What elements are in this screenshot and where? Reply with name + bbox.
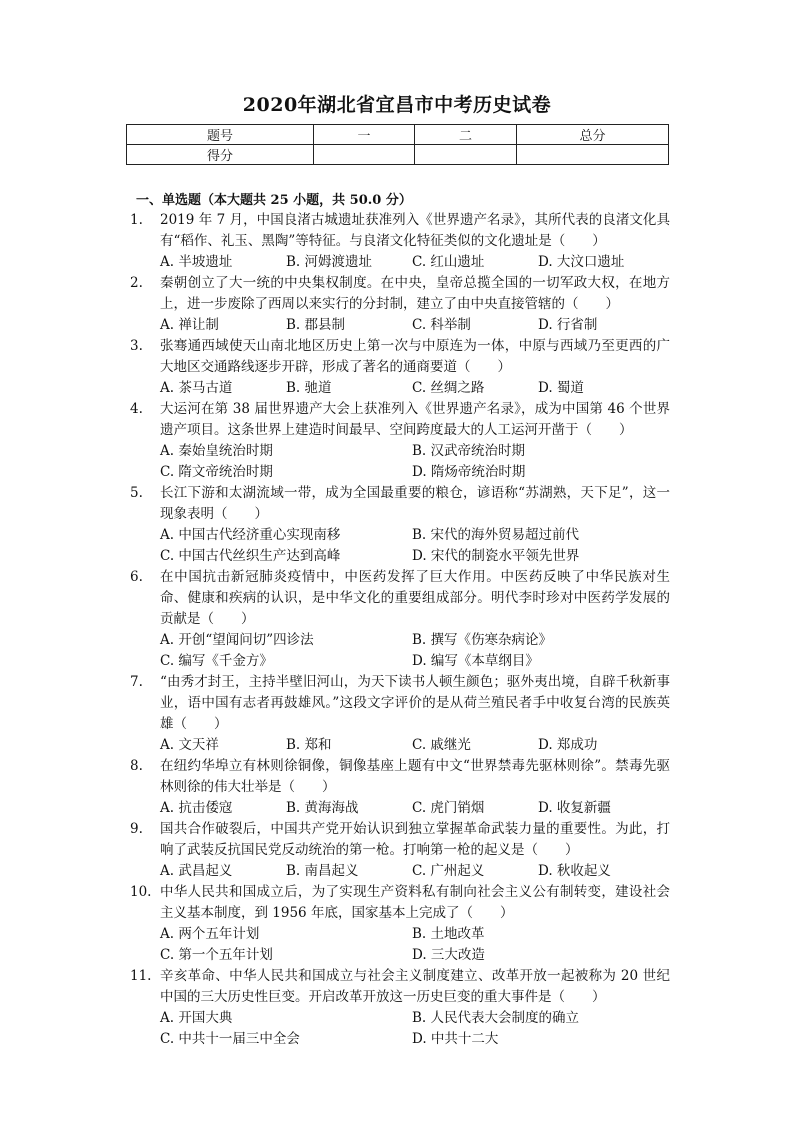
question-item [130,819,670,882]
question-item [130,336,670,399]
question-number: 10. [130,884,152,900]
answer-option: D. 收复新疆 [538,800,611,816]
question-number: 3. [130,338,143,354]
options-group [160,798,670,819]
answer-option: A. 武昌起义 [160,863,233,879]
score-cell [517,145,669,165]
answer-option: A. 秦始皇统治时期 [160,443,273,459]
answer-option: D. 三大改造 [412,947,485,963]
question-number: 9. [130,821,143,837]
question-item [130,567,670,672]
answer-option: C. 戚继光 [412,737,471,753]
answer-option: C. 红山遗址 [412,254,485,270]
options-group [160,630,670,672]
question-stem: 长江下游和太湖流域一带，成为全国最重要的粮仓，谚语称“苏湖熟，天下足”，这一现象表明（ ） [160,485,670,522]
question-item [130,273,670,336]
answer-option: D. 隋炀帝统治时期 [412,464,526,480]
question-stem: 中华人民共和国成立后，为了实现生产资料私有制向社会主义公有制转变，建设社会主义基本制度，到 1956 年底，国家基本上完成了（ ） [160,884,670,921]
answer-option: B. 南昌起义 [286,863,359,879]
question-stem: 张骞通西域使天山南北地区历史上第一次与中原连为一体，中原与西域乃至更西的广大地区交通路线逐步开辟，形成了著名的通商要道（ ） [160,338,670,375]
answer-option: D. 蜀道 [538,380,584,396]
exam-title: 2020年湖北省宜昌市中考历史试卷 [242,94,552,116]
question-item [130,756,670,819]
answer-option: B. 郡县制 [286,317,346,333]
question-list [130,210,670,1050]
score-table-row [127,145,669,165]
answer-option: C. 广州起义 [412,863,485,879]
question-stem: 2019 年 7 月，中国良渚古城遗址获准列入《世界遗产名录》，其所代表的良渚文化具有“稻作、礼玉、黑陶”等特征。与良渚文化特征类似的文化遗址是（ ） [160,212,670,249]
answer-option: C. 科举制 [412,317,471,333]
answer-option: D. 宋代的制瓷水平领先世界 [412,548,580,564]
question-item [130,399,670,483]
question-number: 8. [130,758,143,774]
answer-option: A. 半坡遗址 [160,254,233,270]
answer-option: B. 宋代的海外贸易超过前代 [412,527,580,543]
answer-option: C. 第一个五年计划 [160,947,273,963]
answer-option: A. 抗击倭寇 [160,800,233,816]
answer-option: D. 中共十二大 [412,1031,499,1047]
question-number: 7. [130,674,143,690]
options-group [160,441,670,483]
question-item [130,483,670,567]
question-stem: 辛亥革命、中华人民共和国成立与社会主义制度建立、改革开放一起被称为 20 世纪中国的三大历史性巨变。开启改革开放这一历史巨变的重大事件是（ ） [160,968,670,1005]
answer-option: B. 土地改革 [412,926,485,942]
options-group [160,1008,670,1050]
answer-option: D. 秋收起义 [538,863,611,879]
answer-option: C. 丝绸之路 [412,380,485,396]
options-group [160,735,670,756]
question-stem: 秦朝创立了大一统的中央集权制度。在中央，皇帝总揽全国的一切军政大权，在地方上，进一步废除了西周以来实行的分封制，建立了由中央直接管辖的（ ） [160,275,670,312]
answer-option: B. 撰写《伤寒杂病论》 [412,632,553,648]
options-group [160,924,670,966]
question-stem: 大运河在第 38 届世界遗产大会上获准列入《世界遗产名录》，成为中国第 46 个世界遗产项目。这条世界上建造时间最早、空间跨度最大的人工运河开凿于（ ） [160,401,670,438]
answer-option: B. 河姆渡遗址 [286,254,373,270]
question-number: 2. [130,275,143,291]
question-item [130,882,670,966]
question-number: 11. [130,968,152,984]
answer-option: A. 禅让制 [160,317,219,333]
options-group [160,861,670,882]
score-header-cell: 总分 [517,125,669,145]
answer-option: A. 中国古代经济重心实现南移 [160,527,341,543]
answer-option: A. 茶马古道 [160,380,233,396]
score-header-cell: 二 [415,125,517,145]
question-number: 4. [130,401,143,417]
options-group [160,378,670,399]
score-cell [314,145,415,165]
answer-option: B. 驰道 [286,380,332,396]
question-stem: 在中国抗击新冠肺炎疫情中，中医药发挥了巨大作用。中医药反映了中华民族对生命、健康和疾病的认识，是中华文化的重要组成部分。明代李时珍对中医药学发展的贡献是（ ） [160,569,670,627]
score-table [126,124,669,165]
options-group [160,525,670,567]
answer-option: C. 编写《千金方》 [160,653,273,669]
answer-option: A. 两个五年计划 [160,926,260,942]
score-table-header-row [127,125,669,145]
answer-option: D. 郑成功 [538,737,598,753]
answer-option: C. 中国古代丝织生产达到高峰 [160,548,341,564]
options-group [160,252,670,273]
answer-option: C. 隋文帝统治时期 [160,464,273,480]
section-title: 一、单选题（本大题共 25 小题，共 50.0 分） [136,193,412,208]
question-item [130,210,670,273]
answer-option: A. 开国大典 [160,1010,233,1026]
answer-option: A. 开创“望闻问切”四诊法 [160,632,314,648]
question-item [130,672,670,756]
score-row-label: 得分 [127,145,314,165]
answer-option: D. 编写《本草纲目》 [412,653,539,669]
options-group [160,315,670,336]
question-stem: “由秀才封王，主持半壁旧河山，为天下读书人顿生颜色；驱外夷出境，自辟千秋新事业，语中国有志者再鼓雄风。”这段文字评价的是从荷兰殖民者手中收复台湾的民族英雄（ ） [160,674,670,732]
score-header-cell: 一 [314,125,415,145]
answer-option: B. 汉武帝统治时期 [412,443,526,459]
answer-option: B. 郑和 [286,737,332,753]
answer-option: C. 中共十一届三中全会 [160,1031,300,1047]
score-header-cell: 题号 [127,125,314,145]
question-stem: 在纽约华埠立有林则徐铜像，铜像基座上题有中文“世界禁毒先驱林则徐”。禁毒先驱林则徐的伟大壮举是（ ） [160,758,670,795]
answer-option: B. 人民代表大会制度的确立 [412,1010,580,1026]
question-number: 6. [130,569,143,585]
score-cell [415,145,517,165]
question-number: 1. [130,212,143,228]
answer-option: D. 行省制 [538,317,598,333]
answer-option: A. 文天祥 [160,737,219,753]
question-item [130,966,670,1050]
question-stem: 国共合作破裂后，中国共产党开始认识到独立掌握革命武装力量的重要性。为此，打响了武装反抗国民党反动统治的第一枪。打响第一枪的起义是（ ） [160,821,670,858]
answer-option: B. 黄海海战 [286,800,359,816]
question-number: 5. [130,485,143,501]
answer-option: D. 大汶口遗址 [538,254,625,270]
answer-option: C. 虎门销烟 [412,800,485,816]
